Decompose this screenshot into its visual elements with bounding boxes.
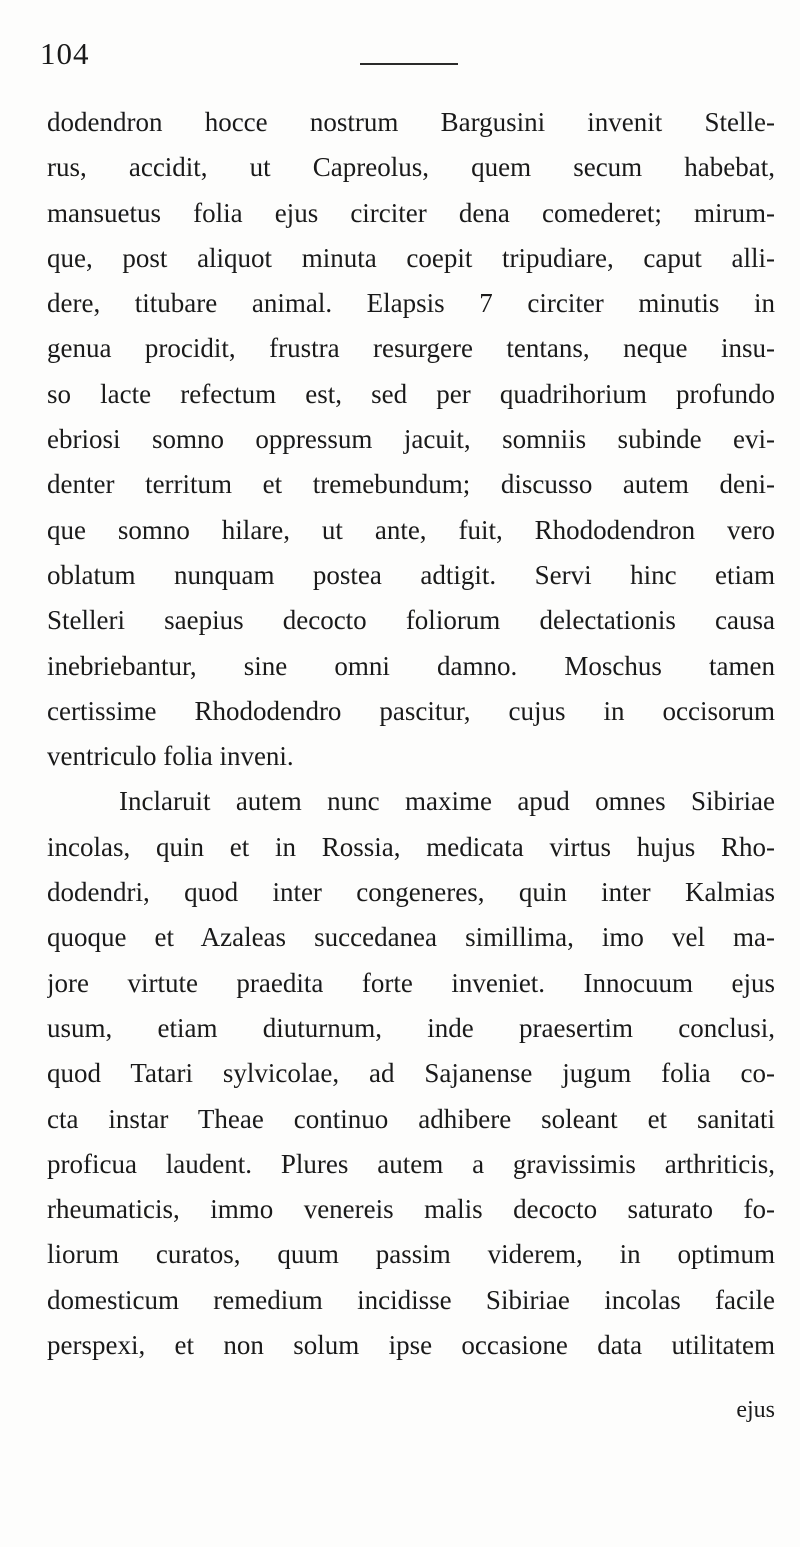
text-line: Inclaruit autem nunc maxime apud omnes Sibiriae xyxy=(119,786,775,817)
text-line: que somno hilare, ut ante, fuit, Rhododendron vero xyxy=(47,514,775,545)
text-line: usum, etiam diuturnum, inde praesertim conclusi, xyxy=(47,1012,775,1043)
text-line: oblatum nunquam postea adtigit. Servi hinc etiam xyxy=(47,559,775,590)
text-line: rheumaticis, immo venereis malis decocto saturato fo- xyxy=(47,1194,775,1225)
text-line: rus, accidit, ut Capreolus, quem secum habebat, xyxy=(47,152,775,183)
text-line: quod Tatari sylvicolae, ad Sajanense jugum folia co- xyxy=(47,1058,775,1089)
header-rule xyxy=(360,63,458,65)
text-line: que, post aliquot minuta coepit tripudiare, caput alli- xyxy=(47,242,775,273)
text-line: mansuetus folia ejus circiter dena comederet; mirum- xyxy=(47,197,775,228)
text-line: Stelleri saepius decocto foliorum delectationis causa xyxy=(47,605,775,636)
text-line: cta instar Theae continuo adhibere soleant et sanitati xyxy=(47,1103,775,1134)
text-line: incolas, quin et in Rossia, medicata virtus hujus Rho- xyxy=(47,831,775,862)
text-line: liorum curatos, quum passim viderem, in optimum xyxy=(47,1239,775,1270)
text-line: inebriebantur, sine omni damno. Moschus tamen xyxy=(47,650,775,681)
text-line: dodendri, quod inter congeneres, quin inter Kalmias xyxy=(47,877,775,908)
text-line: ventriculo folia inveni. xyxy=(47,741,294,772)
text-line: perspexi, et non solum ipse occasione data utilitatem xyxy=(47,1330,775,1361)
text-line: jore virtute praedita forte inveniet. Innocuum ejus xyxy=(47,967,775,998)
text-line: dere, titubare animal. Elapsis 7 circiter minutis in xyxy=(47,288,775,319)
text-line: ebriosi somno oppressum jacuit, somniis subinde evi- xyxy=(47,424,775,455)
text-line: certissime Rhododendro pascitur, cujus in occisorum xyxy=(47,695,775,726)
text-line: so lacte refectum est, sed per quadrihorium profundo xyxy=(47,378,775,409)
page-number: 104 xyxy=(40,36,90,71)
text-line: proficua laudent. Plures autem a gravissimis arthriticis, xyxy=(47,1148,775,1179)
text-line: quoque et Azaleas succedanea simillima, imo vel ma- xyxy=(47,922,775,953)
text-line: dodendron hocce nostrum Bargusini invenit Stelle- xyxy=(47,107,775,137)
text-line: genua procidit, frustra resurgere tentans, neque insu- xyxy=(47,333,775,364)
body-text xyxy=(47,100,775,1368)
text-line: denter territum et tremebundum; discusso autem deni- xyxy=(47,469,775,500)
paragraph-2 xyxy=(47,779,775,1368)
paragraph-1 xyxy=(47,100,775,779)
catchword: ejus xyxy=(736,1397,775,1423)
text-line: domesticum remedium incidisse Sibiriae incolas facile xyxy=(47,1284,775,1315)
